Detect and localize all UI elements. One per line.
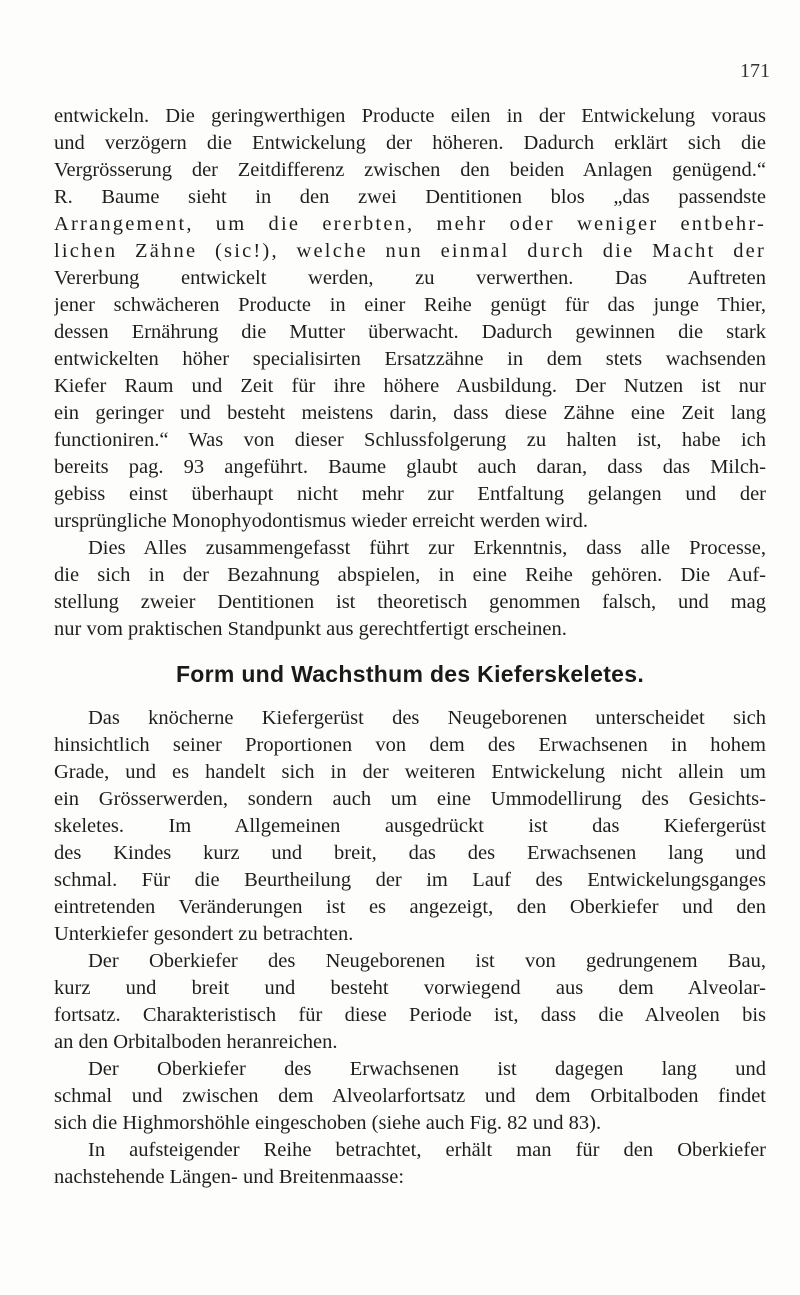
text-line: schmal und zwischen dem Alveolarfortsatz und dem Orbitalboden findet [54, 1085, 766, 1107]
text-line: Dies Alles zusammengefasst führt zur Erkenntnis, dass alle Processe, [88, 537, 766, 559]
text-line: Arrangement, um die ererbten, mehr oder weniger entbehr- [54, 213, 766, 235]
text-line: Der Oberkiefer des Neugeborenen ist von gedrungenem Bau, [88, 950, 766, 972]
paragraph [54, 103, 766, 535]
text-line: entwickeln. Die geringwerthigen Producte eilen in der Entwickelung voraus [54, 105, 766, 127]
text-line: Kiefer Raum und Zeit für ihre höhere Ausbildung. Der Nutzen ist nur [54, 375, 766, 397]
text-line: bereits pag. 93 angeführt. Baume glaubt auch daran, dass das Milch- [54, 456, 766, 478]
text-line: ein Grösserwerden, sondern auch um eine Ummodellirung des Gesichts- [54, 788, 766, 810]
text-line: sich die Highmorshöhle eingeschoben (siehe auch Fig. 82 und 83). [54, 1112, 602, 1134]
text-line: Grade, und es handelt sich in der weiteren Entwickelung nicht allein um [54, 761, 766, 783]
text-line: ein geringer und besteht meistens darin, dass diese Zähne eine Zeit lang [54, 402, 766, 424]
text-line: nur vom praktischen Standpunkt aus gerechtfertigt erscheinen. [54, 618, 567, 640]
text-line: nachstehende Längen- und Breitenmaasse: [54, 1166, 405, 1188]
text-line: und verzögern die Entwickelung der höheren. Dadurch erklärt sich die [54, 132, 766, 154]
text-line: skeletes. Im Allgemeinen ausgedrückt ist das Kiefergerüst [54, 815, 766, 837]
text-line: eintretenden Veränderungen ist es angezeigt, den Oberkiefer und den [54, 896, 766, 918]
text-line: des Kindes kurz und breit, das des Erwachsenen lang und [54, 842, 766, 864]
section-heading: Form und Wachsthum des Kieferskeletes. [175, 660, 645, 687]
paragraph [54, 705, 766, 948]
section-heading-wrap [54, 643, 766, 705]
text-line: die sich in der Bezahnung abspielen, in eine Reihe gehören. Die Auf- [54, 564, 766, 586]
page-number: 171 [740, 60, 770, 82]
text-line: Unterkiefer gesondert zu betrachten. [54, 923, 354, 945]
paragraph [54, 1056, 766, 1137]
text-line: R. Baume sieht in den zwei Dentitionen blos „das passendste [54, 186, 766, 208]
paragraph [54, 948, 766, 1056]
text-line: Der Oberkiefer des Erwachsenen ist dagegen lang und [88, 1058, 766, 1080]
text-line: lichen Zähne (sic!), welche nun einmal durch die Macht der [54, 240, 766, 262]
text-line: gebiss einst überhaupt nicht mehr zur Entfaltung gelangen und der [54, 483, 766, 505]
text-line: Das knöcherne Kiefergerüst des Neugeborenen unterscheidet sich [88, 707, 766, 729]
text-line: Vererbung entwickelt werden, zu verwerthen. Das Auftreten [54, 267, 766, 289]
text-line: In aufsteigender Reihe betrachtet, erhält man für den Oberkiefer [88, 1139, 766, 1161]
body-text [54, 103, 766, 1191]
text-line: kurz und breit und besteht vorwiegend aus dem Alveolar- [54, 977, 766, 999]
text-line: schmal. Für die Beurtheilung der im Lauf des Entwickelungsganges [54, 869, 766, 891]
text-line: Vergrösserung der Zeitdifferenz zwischen den beiden Anlagen genügend.“ [54, 159, 766, 181]
paragraph [54, 535, 766, 643]
text-line: an den Orbitalboden heranreichen. [54, 1031, 338, 1053]
text-line: ursprüngliche Monophyodontismus wieder erreicht werden wird. [54, 510, 589, 532]
text-line: jener schwächeren Producte in einer Reihe genügt für das junge Thier, [54, 294, 766, 316]
text-line: stellung zweier Dentitionen ist theoretisch genommen falsch, und mag [54, 591, 766, 613]
text-line: dessen Ernährung die Mutter überwacht. Dadurch gewinnen die stark [54, 321, 766, 343]
text-line: functioniren.“ Was von dieser Schlussfolgerung zu halten ist, habe ich [54, 429, 766, 451]
text-line: hinsichtlich seiner Proportionen von dem des Erwachsenen in hohem [54, 734, 766, 756]
text-line: entwickelten höher specialisirten Ersatzzähne in dem stets wachsenden [54, 348, 766, 370]
paragraph [54, 1137, 766, 1191]
text-line: fortsatz. Charakteristisch für diese Periode ist, dass die Alveolen bis [54, 1004, 766, 1026]
